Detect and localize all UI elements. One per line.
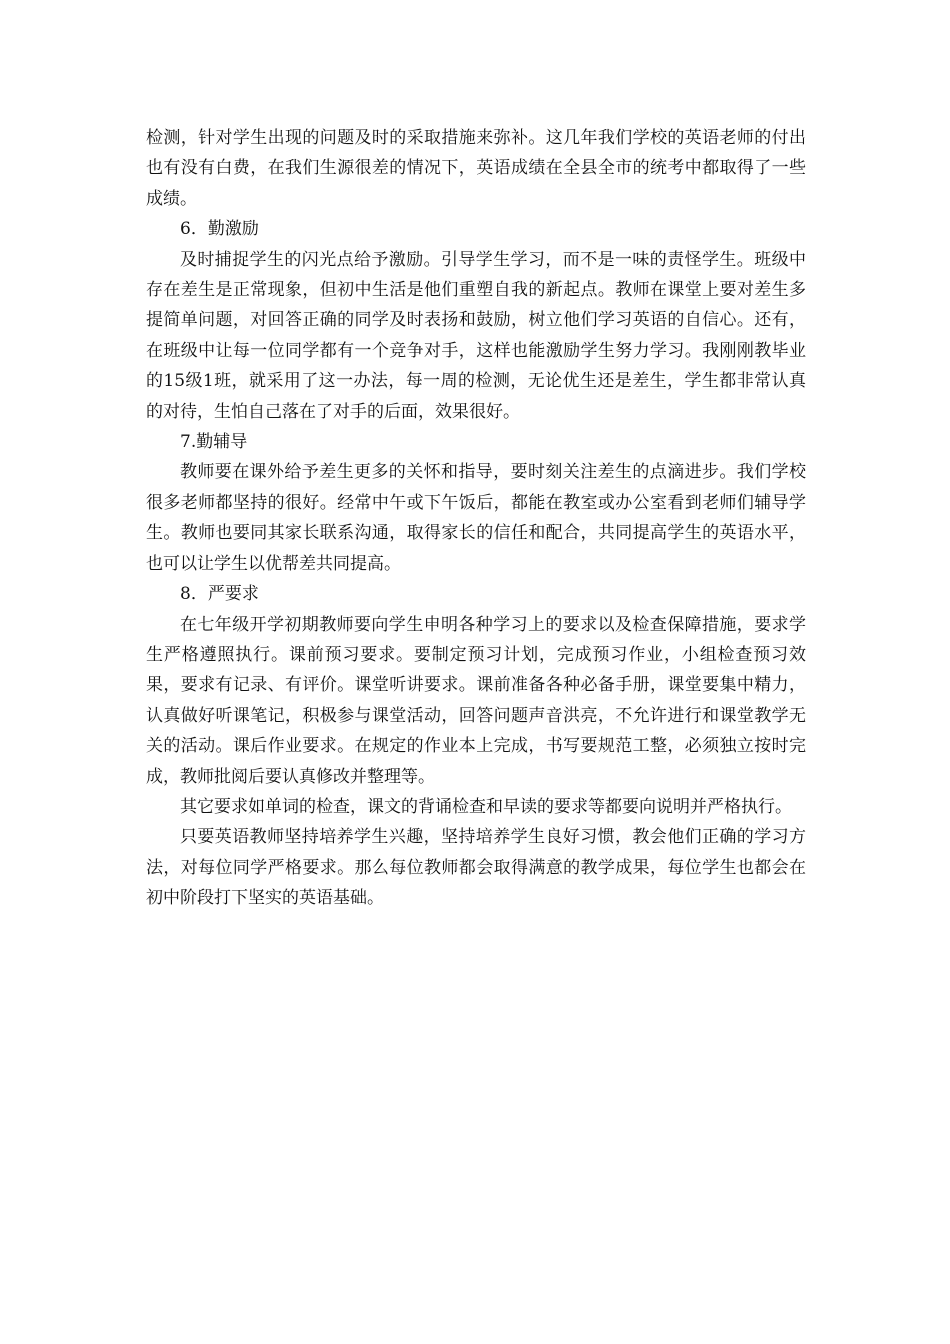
paragraph-other-requirements: 其它要求如单词的检查，课文的背诵检查和早读的要求等都要向说明并严格执行。	[180, 796, 792, 817]
paragraph-encouragement: 及时捕捉学生的闪光点给予激励。引导学生学习，而不是一味的责怪学生。班级中存在差生是正常现象，但初中生活是他们重塑自我的新起点。教师在课堂上要对差生多提简单问题，对回答正确的同学及时表扬和鼓励，树立他们学习英语的自信心。还有，在班级中让每一位同学都有一个竞争对手，这样也能激励学生努力学习。我刚刚教毕业的15级1班，就采用了这一办法，每一周的检测，无论优生还是差生，学生都非常认真的对待，生怕自己落在了对手的后面，效果很好。	[146, 249, 806, 422]
document-page	[146, 123, 806, 914]
paragraph-requirements: 在七年级开学初期教师要向学生申明各种学习上的要求以及检查保障措施，要求学生严格遵照执行。课前预习要求。要制定预习计划，完成预习作业，小组检查预习效果，要求有记录、有评价。课堂听讲要求。课前准备各种必备手册，课堂要集中精力，认真做好听课笔记，积极参与课堂活动，回答问题声音洪亮，不允许进行和课堂教学无关的活动。课后作业要求。在规定的作业本上完成，书写要规范工整，必须独立按时完成，教师批阅后要认真修改并整理等。	[146, 614, 806, 787]
paragraph-conclusion: 只要英语教师坚持培养学生兴趣，坚持培养学生良好习惯，教会他们正确的学习方法，对每位同学严格要求。那么每位教师都会取得满意的教学成果，每位学生也都会在初中阶段打下坚实的英语基础。	[146, 827, 806, 909]
section-heading-8: 8．严要求	[180, 584, 259, 605]
section-heading-6: 6．勤激励	[180, 219, 259, 240]
section-heading-7: 7.勤辅导	[180, 432, 248, 453]
paragraph-tutoring: 教师要在课外给予差生更多的关怀和指导，要时刻关注差生的点滴进步。我们学校很多老师都坚持的很好。经常中午或下午饭后，都能在教室或办公室看到老师们辅导学生。教师也要同其家长联系沟通，取得家长的信任和配合，共同提高学生的英语水平，也可以让学生以优帮差共同提高。	[146, 462, 806, 574]
paragraph-continuation: 检测，针对学生出现的问题及时的采取措施来弥补。这几年我们学校的英语老师的付出也有没有白费，在我们生源很差的情况下，英语成绩在全县全市的统考中都取得了一些成绩。	[146, 128, 806, 209]
